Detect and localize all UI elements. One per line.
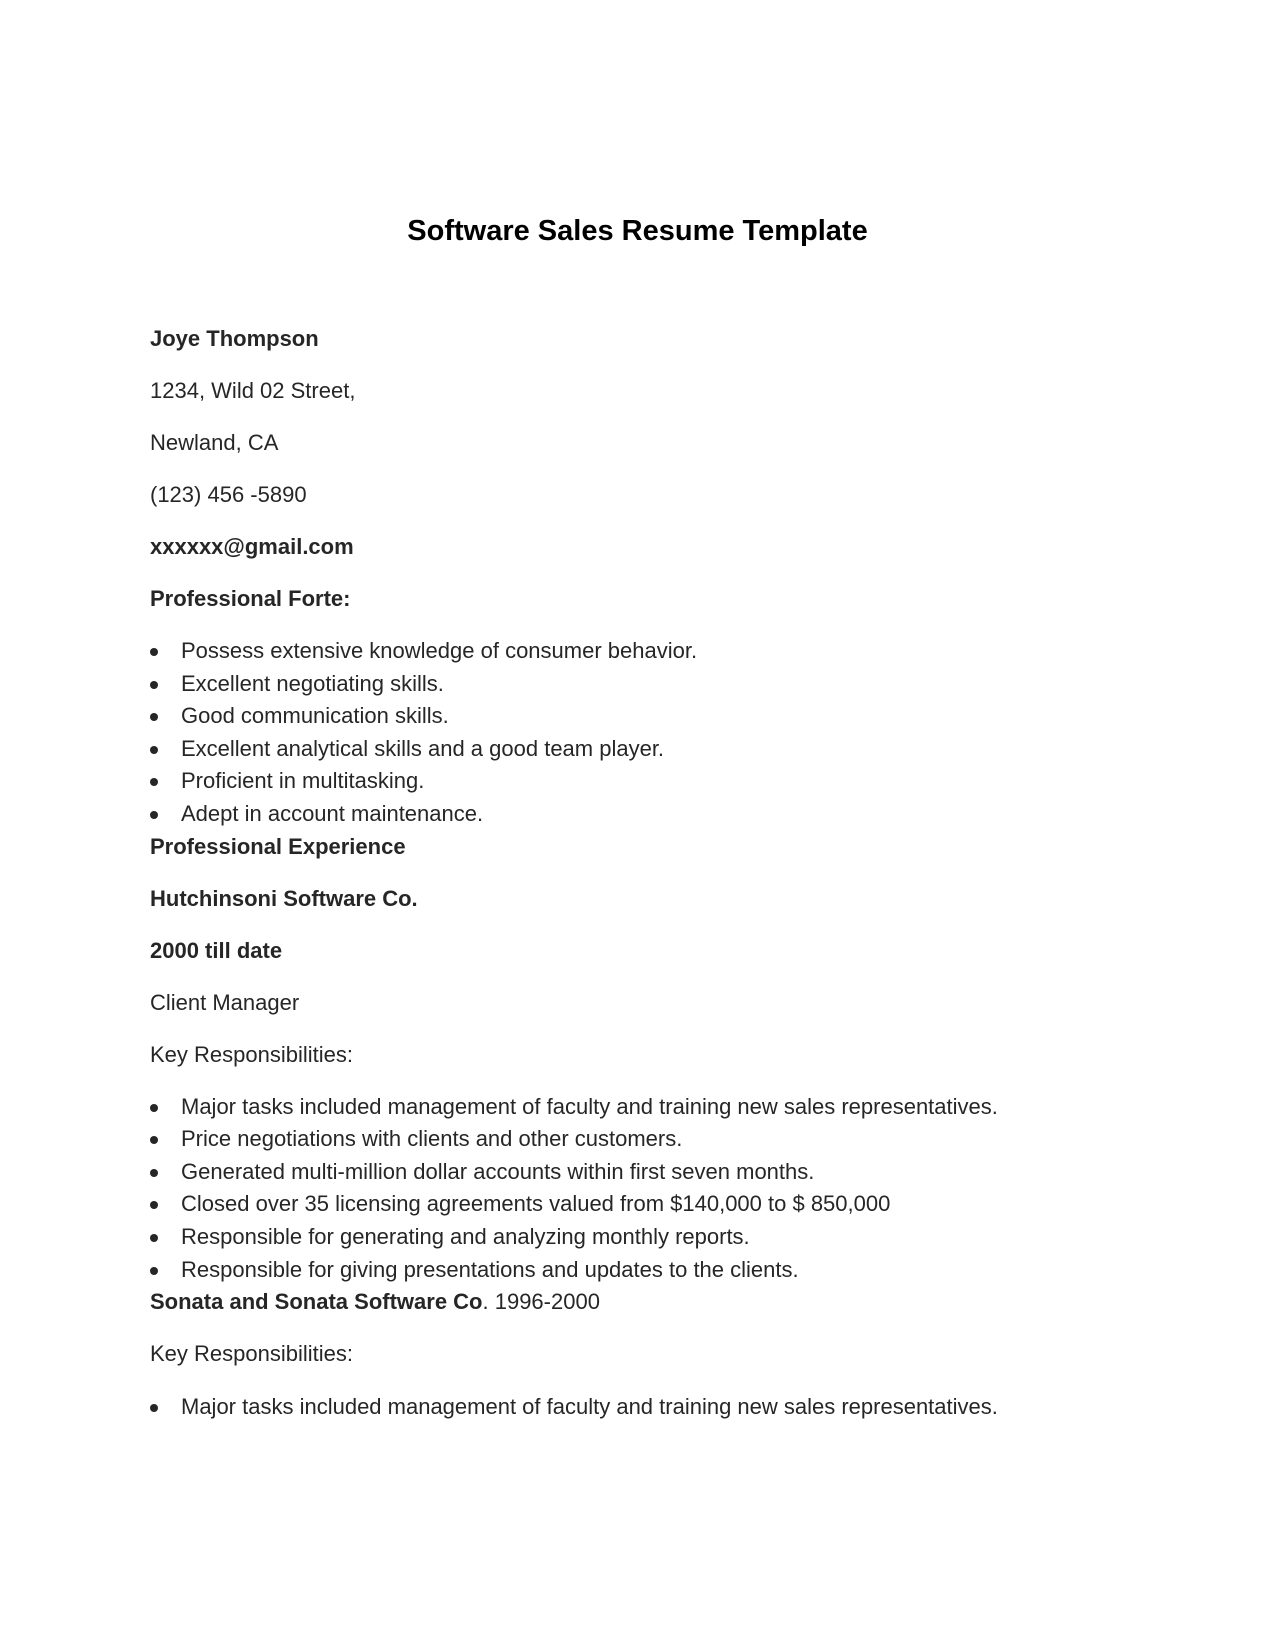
bullet-icon <box>150 681 158 689</box>
list-item-text: Adept in account maintenance. <box>181 801 484 826</box>
job2-dates: . 1996-2000 <box>482 1289 600 1314</box>
contact-address-line1: 1234, Wild 02 Street, <box>150 378 356 403</box>
forte-heading: Professional Forte: <box>150 586 351 611</box>
contact-email: xxxxxx@gmail.com <box>150 534 354 559</box>
job1-dates: 2000 till date <box>150 938 283 963</box>
contact-phone: (123) 456 -5890 <box>150 482 307 507</box>
job2-company: Sonata and Sonata Software Co <box>150 1289 483 1314</box>
bullet-icon <box>150 713 158 721</box>
list-item-text: Responsible for giving presentations and updates to the clients. <box>181 1257 799 1282</box>
job2-responsibilities-label: Key Responsibilities: <box>150 1341 353 1366</box>
list-item-text: Excellent negotiating skills. <box>181 671 444 696</box>
job1-role: Client Manager <box>150 990 300 1015</box>
bullet-icon <box>150 811 158 819</box>
list-item-text: Generated multi-million dollar accounts within first seven months. <box>181 1159 815 1184</box>
list-item-text: Good communication skills. <box>181 703 449 728</box>
bullet-icon <box>150 1267 158 1275</box>
list-item-text: Excellent analytical skills and a good team player. <box>181 736 665 761</box>
job2-heading <box>150 1288 600 1316</box>
list-item-text: Closed over 35 licensing agreements valued from $140,000 to $ 850,000 <box>181 1191 891 1216</box>
list-item-text: Responsible for generating and analyzing monthly reports. <box>181 1224 750 1249</box>
bullet-icon <box>150 1136 158 1144</box>
bullet-icon <box>150 1201 158 1209</box>
bullet-icon <box>150 648 158 656</box>
bullet-icon <box>150 1169 158 1177</box>
experience-heading: Professional Experience <box>150 834 406 859</box>
job1-responsibilities-label: Key Responsibilities: <box>150 1042 353 1067</box>
bullet-icon <box>150 1104 158 1112</box>
list-item-text: Possess extensive knowledge of consumer behavior. <box>181 638 698 663</box>
job1-company: Hutchinsoni Software Co. <box>150 886 418 911</box>
contact-name: Joye Thompson <box>150 326 319 351</box>
bullet-icon <box>150 1404 158 1412</box>
bullet-icon <box>150 778 158 786</box>
contact-address-line2: Newland, CA <box>150 430 279 455</box>
list-item-text: Major tasks included management of faculty and training new sales representatives. <box>181 1394 998 1419</box>
list-item-text: Major tasks included management of faculty and training new sales representatives. <box>181 1094 998 1119</box>
list-item-text: Price negotiations with clients and other customers. <box>181 1126 683 1151</box>
bullet-icon <box>150 746 158 754</box>
bullet-icon <box>150 1234 158 1242</box>
document-title: Software Sales Resume Template <box>407 215 868 247</box>
list-item-text: Proficient in multitasking. <box>181 768 425 793</box>
